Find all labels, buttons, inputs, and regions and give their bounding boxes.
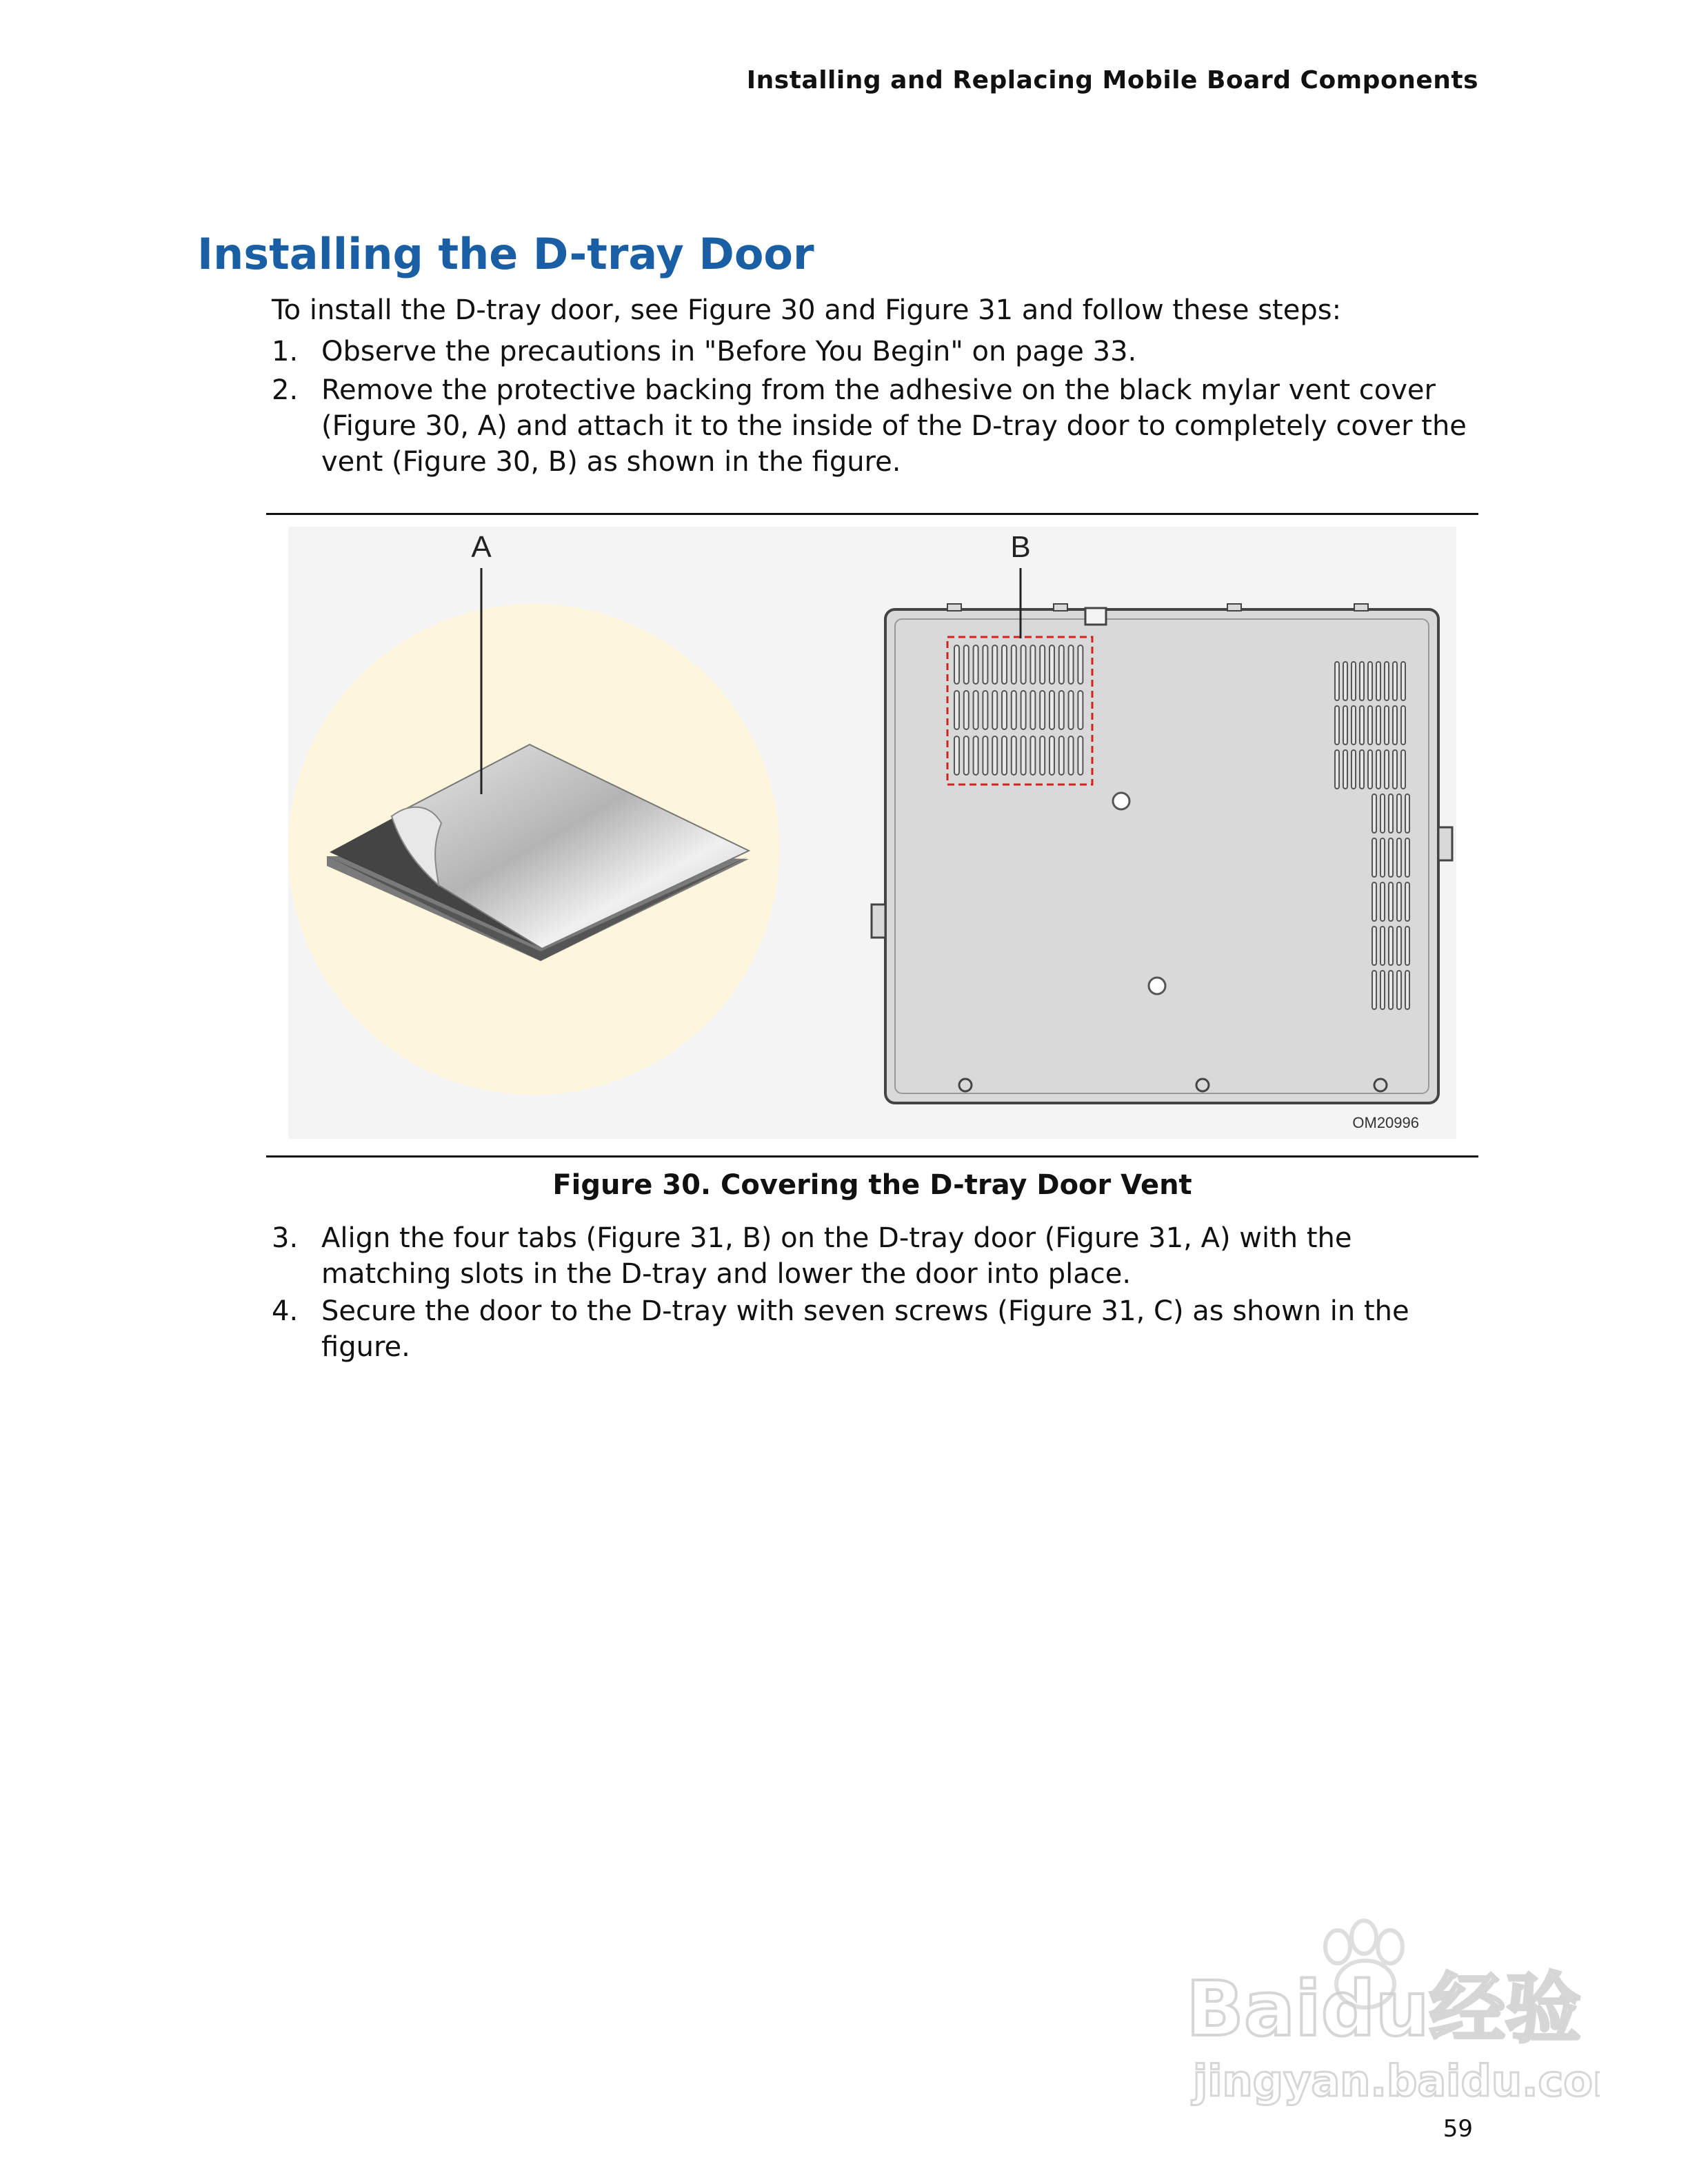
baidu-watermark [1131,1903,1600,2110]
vent-slot [1352,662,1356,700]
vent-slot [1335,706,1339,745]
vent-slot [1405,971,1409,1009]
vent-slot [1049,645,1054,684]
vent-slot [1059,736,1064,775]
vent-slot [964,645,969,684]
vent-slot [1405,794,1409,833]
vent-slot [1343,706,1347,745]
vent-slot [1049,691,1054,729]
vent-slot [1401,662,1405,700]
vent-slot [1389,838,1393,877]
vent-slot [1030,645,1035,684]
vent-slot [1372,794,1376,833]
vent-slot [983,736,987,775]
vent-slot [1380,838,1385,877]
step-text: Observe the precautions in "Before You Begin" on page 33. [321,336,1137,367]
vent-slot [1397,971,1401,1009]
intro-paragraph: To install the D-tray door, see Figure 30 and Figure 31 and follow these steps: [272,294,1342,326]
vent-slot [992,645,997,684]
step-number: 3. [272,1222,299,1254]
vent-slot [974,736,978,775]
vent-slot [1352,706,1356,745]
vent-slot [1030,736,1035,775]
vent-slot [1397,882,1401,921]
vent-slot [1002,691,1007,729]
callout-b-label: B [1010,530,1031,564]
vent-slot [1380,927,1385,965]
vent-slot [1393,706,1397,745]
svg-text:Baidu经验: Baidu经验 [1186,1965,1581,2053]
section-title: Installing the D-tray Door [197,229,814,279]
vent-slot [974,645,978,684]
vent-slot [1059,645,1064,684]
vent-slot [1389,882,1393,921]
vent-slot [1030,691,1035,729]
vent-slot [1376,706,1380,745]
vent-slot [1040,736,1045,775]
vent-slot [1360,662,1364,700]
vent-slot [1405,838,1409,877]
vent-slot [1372,927,1376,965]
vent-slot [1376,662,1380,700]
vent-slot [1380,794,1385,833]
drawing-id: OM20996 [1352,1114,1419,1131]
vent-slot [1069,645,1074,684]
vent-slot [964,736,969,775]
vent-slot [1360,706,1364,745]
vent-slot [992,736,997,775]
vent-slot [1012,691,1016,729]
vent-slot [1385,662,1389,700]
vent-slot [1078,645,1083,684]
vent-slot [1380,971,1385,1009]
vent-slot [1021,691,1026,729]
vent-slot [1368,706,1372,745]
svg-text:jingyan.baidu.com: jingyan.baidu.com [1193,2056,1600,2106]
vent-slot [1040,691,1045,729]
vent-slot [1397,927,1401,965]
step-number: 1. [272,336,299,367]
vent-slot [1360,750,1364,789]
figure-bottom-rule [266,1155,1478,1157]
step-item [272,1293,1485,1365]
vent-slot [1343,662,1347,700]
vent-slot [1352,750,1356,789]
vent-slot [1389,927,1393,965]
figure-30 [288,527,1456,1139]
step-text: Remove the protective backing from the adhesive on the black mylar vent cover (Figure 30, A) and attach it to the inside of the D-tray door to completely cover the vent (Figure 30, B) as shown in the figure. [321,374,1467,478]
figure-illustration [288,527,1456,1139]
vent-slot [1393,750,1397,789]
vent-slot [954,736,959,775]
vent-slot [1069,691,1074,729]
running-header: Installing and Replacing Mobile Board Components [746,66,1478,94]
vent-slot [1069,736,1074,775]
vent-slot [1372,838,1376,877]
vent-slot [983,691,987,729]
vent-slot [954,645,959,684]
vent-slot [1078,736,1083,775]
callout-a-label: A [471,530,492,564]
vent-slot [1372,971,1376,1009]
vent-slot [1368,662,1372,700]
vent-slot [1343,750,1347,789]
step-item [272,372,1485,480]
vent-slot [1385,750,1389,789]
vent-slot [1021,645,1026,684]
vent-slot [992,691,997,729]
vent-slot [954,691,959,729]
vent-slot [1380,882,1385,921]
vent-slot [1401,750,1405,789]
vent-slot [1021,736,1026,775]
vent-slot [1368,750,1372,789]
vent-slot [1397,794,1401,833]
baidu-paw-icon [1131,1903,1600,2110]
page-number: 59 [1443,2115,1473,2143]
step-number: 2. [272,374,299,406]
step-text: Align the four tabs (Figure 31, B) on the D-tray door (Figure 31, A) with the matching slots in the D-tray and lower the door into place. [321,1222,1352,1290]
vent-slot [1389,971,1393,1009]
d-tray-door-illustration [872,604,1452,1103]
vent-slot [1401,706,1405,745]
vent-slot [1040,645,1045,684]
vent-slot [1078,691,1083,729]
vent-slot [1335,662,1339,700]
vent-slot [1002,736,1007,775]
vent-slot [1012,736,1016,775]
vent-slot [1405,927,1409,965]
vent-slot [1372,882,1376,921]
vent-slot [1389,794,1393,833]
vent-slot [983,645,987,684]
step-text: Secure the door to the D-tray with seven screws (Figure 31, C) as shown in the figure. [321,1295,1409,1363]
vent-slot [1385,706,1389,745]
figure-caption: Figure 30. Covering the D-tray Door Vent [552,1169,1192,1201]
vent-slot [1405,882,1409,921]
vent-slot [1059,691,1064,729]
step-number: 4. [272,1295,299,1327]
figure-top-rule [266,513,1478,515]
vent-slot [1335,750,1339,789]
vent-slot [1049,736,1054,775]
vent-slot [1397,838,1401,877]
vent-slot [1393,662,1397,700]
vent-slot [964,691,969,729]
vent-slot [1002,645,1007,684]
step-item [272,334,1485,370]
vent-slot [1376,750,1380,789]
step-item [272,1220,1485,1292]
vent-slot [1012,645,1016,684]
vent-slot [974,691,978,729]
